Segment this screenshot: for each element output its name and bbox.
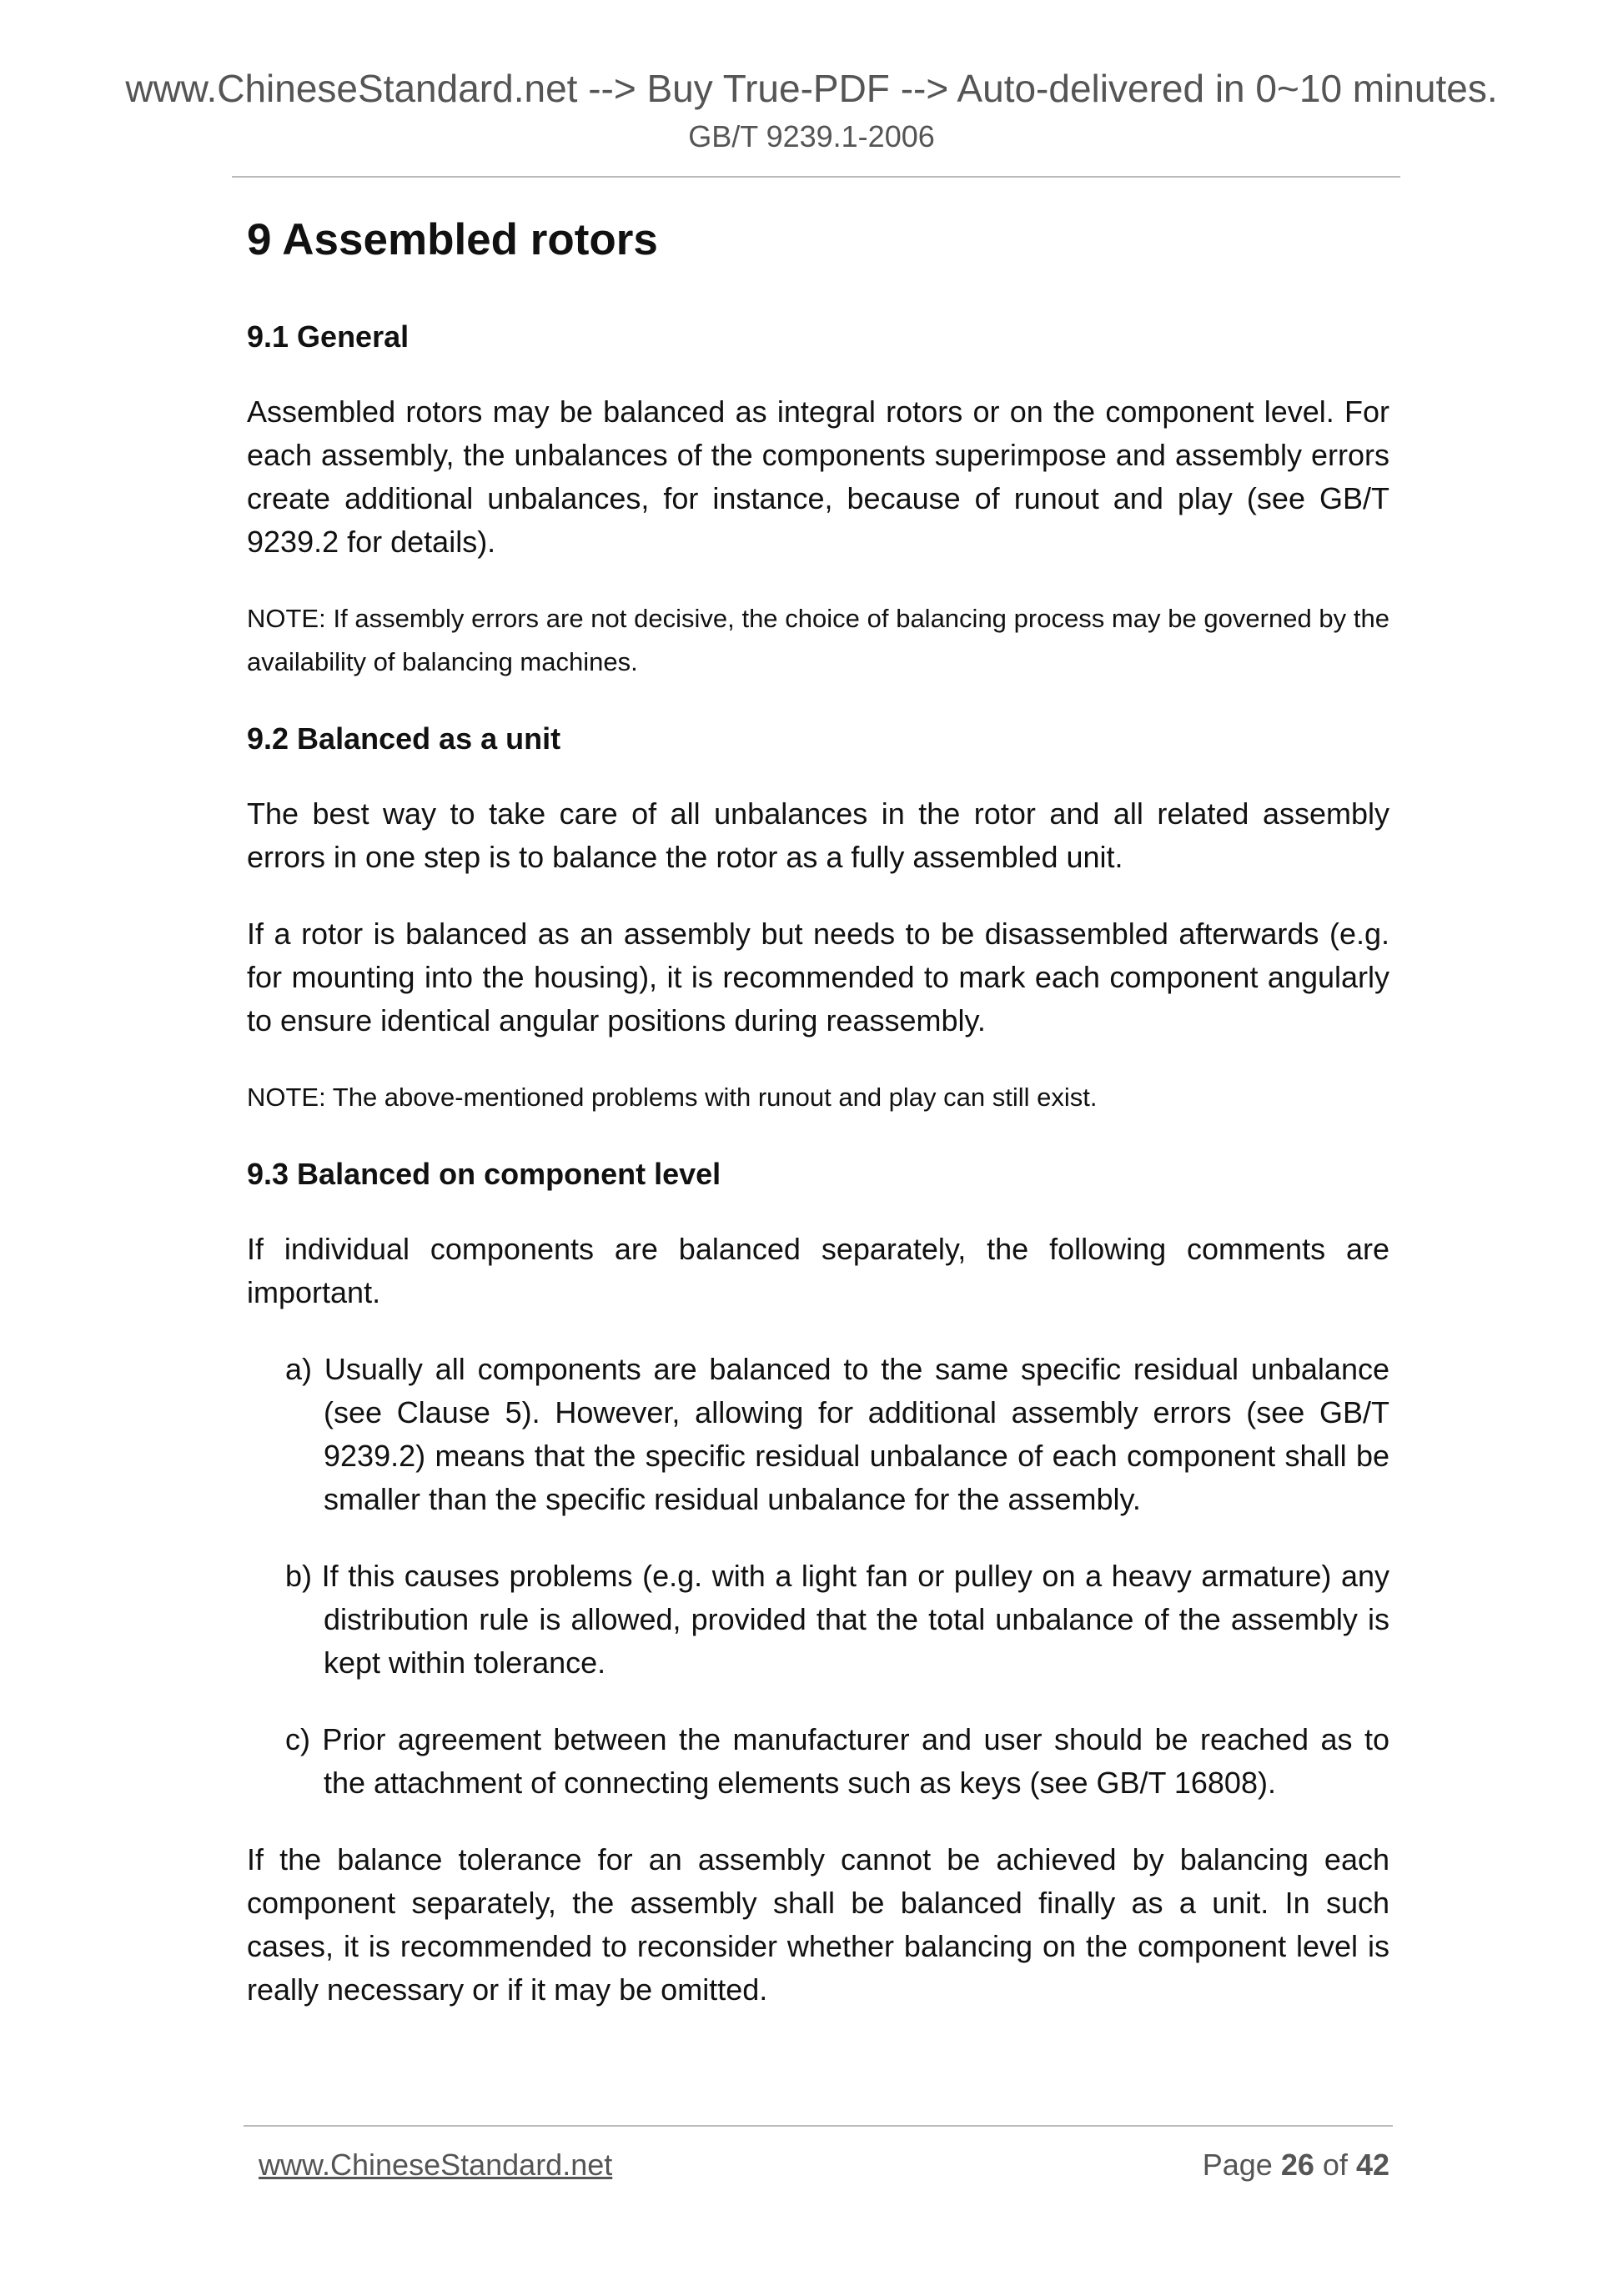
subsection-heading-9-2: 9.2 Balanced as a unit [247, 721, 561, 756]
subsection-heading-9-3: 9.3 Balanced on component level [247, 1157, 721, 1191]
paragraph-9-1: Assembled rotors may be balanced as integral rotors or on the component level. For each assembly, the unbalances of the components superimpose and assembly errors create additional unbalances, for instance, because of runout and play (see GB/T 9239.2 for details). [247, 394, 1389, 559]
page-of-label: of [1322, 2148, 1348, 2182]
comment-list [247, 1348, 1389, 1805]
paragraph-9-3-intro: If individual components are balanced separately, the following comments are important. [247, 1232, 1389, 1309]
note-9-1: NOTE: If assembly errors are not decisive, the choice of balancing process may be governed by the availability of balancing machines. [247, 604, 1389, 676]
list-item: a) Usually all components are balanced to the same specific residual unbalance (see Clause 5). However, allowing for additional assembly errors (see GB/T 9239.2) means that the specific residual unbalance of each component shall be smaller than the specific residual unbalance for the assembly. [285, 1352, 1389, 1516]
section-title: 9 Assembled rotors [247, 215, 658, 264]
footer-website-link[interactable]: www.ChineseStandard.net [259, 2148, 613, 2182]
page-number [1203, 2143, 1389, 2187]
current-page: 26 [1280, 2148, 1314, 2182]
header-banner[interactable]: www.ChineseStandard.net --> Buy True-PDF --> Auto-delivered in 0~10 minutes. [125, 67, 1498, 110]
paragraph-9-3-closing: If the balance tolerance for an assembly cannot be achieved by balancing each component separately, the assembly shall be balanced finally as a unit. In such cases, it is recommended to reconsider whether balancing on the component level is really necessary or if it may be omitted. [247, 1842, 1389, 2007]
page-content [247, 207, 1389, 2045]
paragraph-9-2-a: The best way to take care of all unbalances in the rotor and all related assembly errors in one step is to balance the rotor as a fully assembled unit. [247, 796, 1389, 874]
paragraph-9-2-b: If a rotor is balanced as an assembly but needs to be disassembled afterwards (e.g. for mounting into the housing), it is recommended to mark each component angularly to ensure identical angular positions during reassembly. [247, 917, 1389, 1037]
list-item: c) Prior agreement between the manufacturer and user should be reached as to the attachment of connecting elements such as keys (see GB/T 16808). [285, 1722, 1389, 1800]
header-divider [232, 176, 1400, 178]
footer-divider [244, 2125, 1393, 2127]
total-pages: 42 [1355, 2148, 1389, 2182]
note-9-2: NOTE: The above-mentioned problems with runout and play can still exist. [247, 1083, 1098, 1112]
list-item: b) If this causes problems (e.g. with a light fan or pulley on a heavy armature) any distribution rule is allowed, provided that the total unbalance of the assembly is kept within tolerance. [285, 1559, 1389, 1680]
page-label: Page [1202, 2148, 1273, 2182]
standard-code: GB/T 9239.1-2006 [688, 119, 935, 153]
subsection-heading-9-1: 9.1 General [247, 319, 410, 354]
